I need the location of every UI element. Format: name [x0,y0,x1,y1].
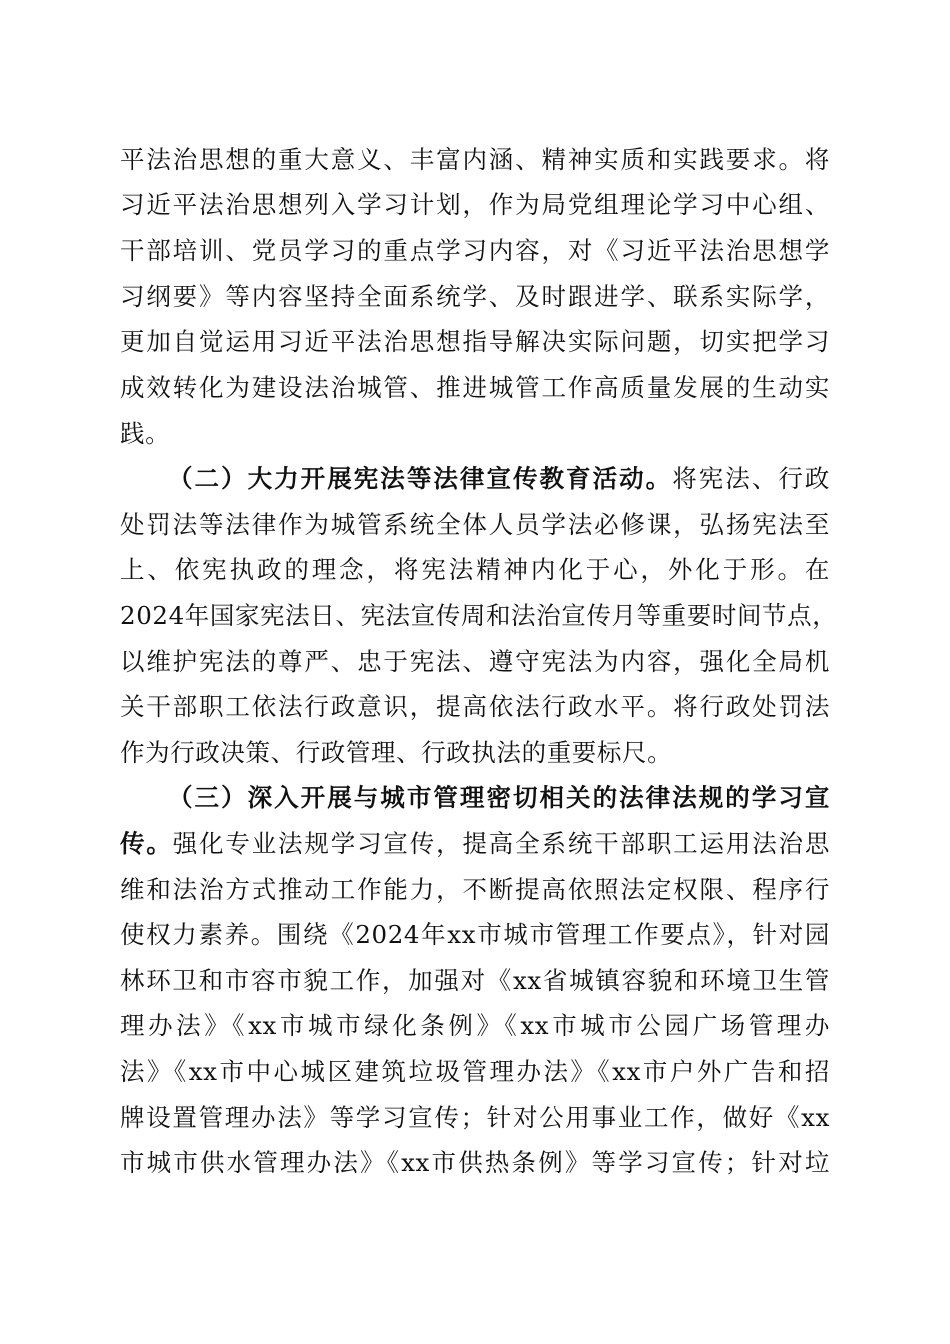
para2-line-6: 关干部职工依法行政意识，提高依法行政水平。将行政处罚法 [120,692,830,721]
para3-line-9: 市城市供水管理办法》《xx市供热条例》等学习宣传；针对垃 [120,1148,830,1177]
para2-line-5: 以维护宪法的尊严、忠于宪法、遵守宪法为内容，强化全局机 [120,647,830,676]
para2-line-2: 处罚法等法律作为城管系统全体人员学法必修课，弘扬宪法至 [120,510,830,539]
para3-line-3: 维和法治方式推动工作能力，不断提高依照法定权限、程序行 [120,875,830,904]
para3-line-5: 林环卫和市容市貌工作，加强对《xx省城镇容貌和环境卫生管 [120,966,830,995]
para3-line-7: 法》《xx市中心城区建筑垃圾管理办法》《xx市户外广告和招 [120,1057,830,1086]
para1-line-3: 干部培训、党员学习的重点学习内容，对《习近平法治思想学 [120,236,830,265]
para1-line-7: 践。 [120,419,171,448]
para2-line-4: 2024年国家宪法日、宪法宣传周和法治宣传月等重要时间节点， [120,601,838,630]
para2-heading: （二）大力开展宪法等法律宣传教育活动。 [168,464,673,493]
para1-line-2: 习近平法治思想列入学习计划，作为局党组理论学习中心组、 [120,190,830,219]
para2-line-1-rest: 将宪法、行政 [672,464,830,493]
para3-heading-line-2: 传。 [120,829,173,858]
para1-line-4: 习纲要》等内容坚持全面系统学、及时跟进学、联系实际学， [120,282,830,311]
para3-line-4: 使权力素养。围绕《2024年xx市城市管理工作要点》，针对园 [120,920,830,949]
para3-line-2 [120,829,830,859]
para1-line-1: 平法治思想的重大意义、丰富内涵、精神实质和实践要求。将 [120,145,830,174]
para2-line-3: 上、依宪执政的理念，将宪法精神内化于心，外化于形。在 [120,555,830,584]
para3-line-8: 牌设置管理办法》等学习宣传；针对公用事业工作，做好《xx [120,1103,830,1132]
para1-line-5: 更加自觉运用习近平法治思想指导解决实际问题，切实把学习 [120,327,830,356]
para3-heading-line-1: （三）深入开展与城市管理密切相关的法律法规的学习宣 [168,783,830,812]
para2-line-7: 作为行政决策、行政管理、行政执法的重要标尺。 [120,738,673,767]
para1-line-6: 成效转化为建设法治城管、推进城管工作高质量发展的生动实 [120,373,830,402]
para3-line-6: 理办法》《xx市城市绿化条例》《xx市城市公园广场管理办 [120,1011,830,1040]
para3-line-2-rest: 强化专业法规学习宣传，提高全系统干部职工运用法治思 [172,829,830,858]
para2-line-1 [168,464,830,494]
